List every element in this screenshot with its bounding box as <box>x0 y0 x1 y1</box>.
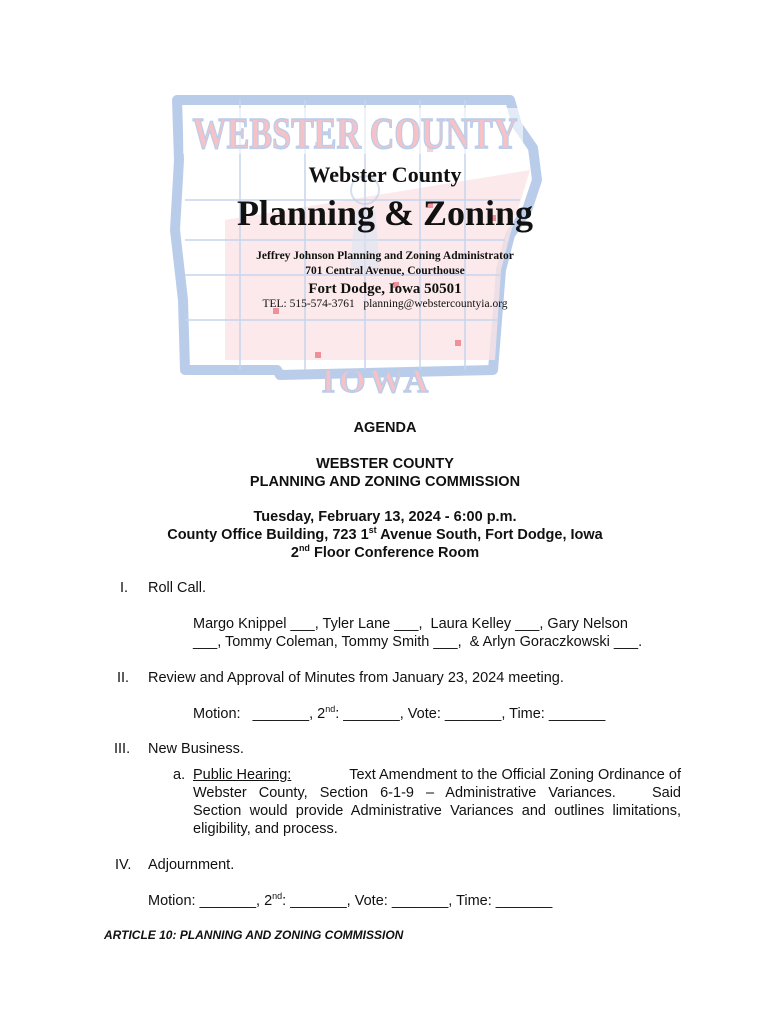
address-line: 701 Central Avenue, Courthouse <box>305 265 465 277</box>
public-hearing-line1: Public Hearing: Text Amendment to the Official Zoning Ordinance of <box>193 767 681 783</box>
footer-article-label: ARTICLE 10: PLANNING AND ZONING COMMISSION <box>104 928 404 942</box>
item-3a-label: a. <box>173 767 186 783</box>
item-4-number: IV. <box>115 857 132 873</box>
meeting-datetime: Tuesday, February 13, 2024 - 6:00 p.m. <box>253 509 517 525</box>
item-4-motion: Motion: _______, 2nd: _______, Vote: _______, Time: _______ <box>148 891 553 909</box>
administrator-line: Jeffrey Johnson Planning and Zoning Administrator <box>256 250 514 262</box>
agenda-heading: AGENDA <box>353 420 417 436</box>
roll-call-line2: ___, Tommy Coleman, Tommy Smith ___, & Arlyn Goraczkowski ___. <box>193 634 643 650</box>
department-title: Planning & Zoning <box>236 193 534 233</box>
watermark-state-text: IOWA <box>321 363 433 400</box>
item-2-number: II. <box>117 670 130 686</box>
item-1-title: Roll Call. <box>148 580 207 596</box>
public-hearing-line3: Section would provide Administrative Variances and outlines limitations, <box>193 803 681 819</box>
meeting-room: 2nd Floor Conference Room <box>290 543 480 561</box>
item-4-title: Adjournment. <box>148 857 235 873</box>
contact-line: TEL: 515-574-3761 planning@webstercountyia.org <box>262 298 508 310</box>
item-2-title: Review and Approval of Minutes from January 23, 2024 meeting. <box>148 670 564 686</box>
commission-name-line1: WEBSTER COUNTY <box>316 456 454 472</box>
item-2-motion: Motion: _______, 2nd: _______, Vote: _______, Time: _______ <box>193 704 606 722</box>
meeting-location: County Office Building, 723 1st Avenue South, Fort Dodge, Iowa <box>167 525 603 543</box>
item-3-title: New Business. <box>148 741 244 757</box>
commission-name-line2: PLANNING AND ZONING COMMISSION <box>249 474 521 490</box>
item-1-number: I. <box>120 580 129 596</box>
item-3-number: III. <box>114 741 131 757</box>
public-hearing-line2: Webster County, Section 6-1-9 – Administrative Variances. Said <box>193 785 681 801</box>
city-line: Fort Dodge, Iowa 50501 <box>308 281 462 297</box>
county-name: Webster County <box>308 162 462 187</box>
public-hearing-line4: eligibility, and process. <box>193 821 338 837</box>
county-watermark-logo <box>165 70 545 400</box>
watermark-banner-text: WEBSTER COUNTY <box>192 109 518 158</box>
roll-call-line1: Margo Knippel ___, Tyler Lane ___, Laura Kelley ___, Gary Nelson <box>193 616 628 632</box>
